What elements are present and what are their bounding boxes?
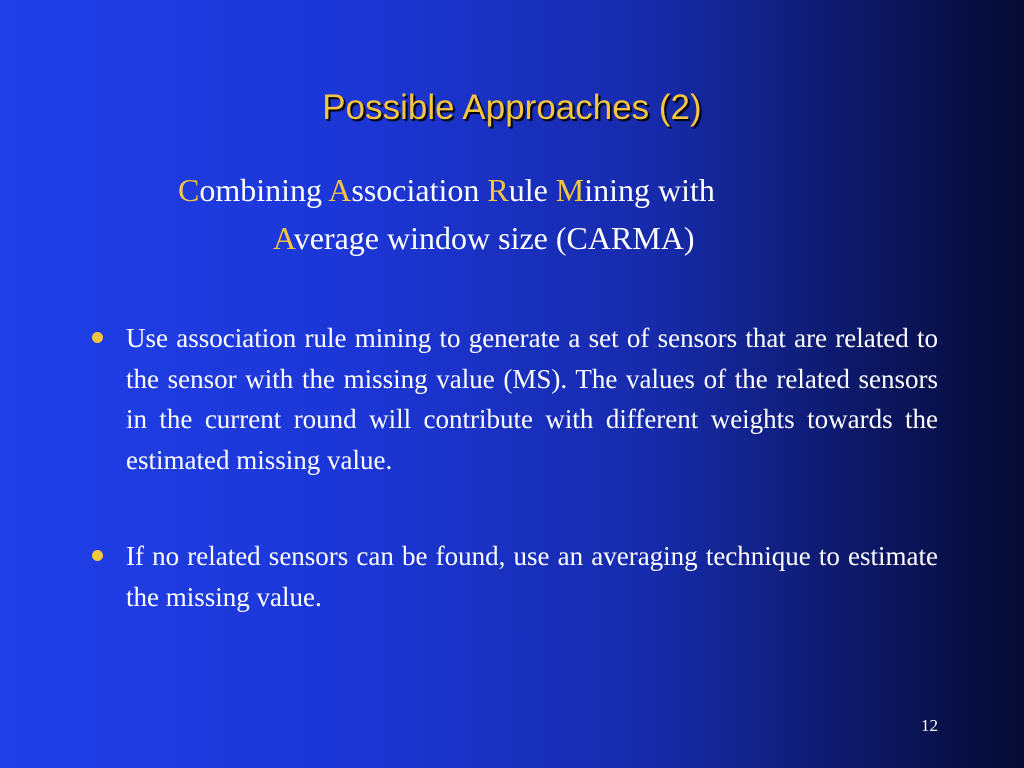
subtitle-text: ssociation bbox=[351, 172, 488, 208]
subtitle-text: ule bbox=[508, 172, 556, 208]
page-number: 12 bbox=[921, 716, 938, 735]
slide-title: Possible Approaches (2) bbox=[322, 88, 702, 127]
subtitle-initial-m: M bbox=[555, 172, 585, 208]
bullet-text: Use association rule mining to generate a set of sensors that are related to the sensor with the missing value (MS). The values of the related sensors in the current round will contribute with different weights towards the estimated missing value. bbox=[126, 323, 938, 475]
subtitle-initial-c: C bbox=[178, 172, 200, 208]
subtitle-initial-a: A bbox=[328, 172, 352, 208]
subtitle-initial-a: A bbox=[273, 220, 294, 256]
subtitle-initial-r: R bbox=[487, 172, 509, 208]
subtitle-text: verage window size (CARMA) bbox=[293, 220, 695, 256]
subtitle-line-1 bbox=[160, 166, 864, 214]
bullet-text: If no related sensors can be found, use an averaging technique to estimate the missing value. bbox=[126, 541, 938, 612]
bullet-item bbox=[86, 536, 938, 617]
subtitle-text: ombining bbox=[199, 172, 329, 208]
bullet-dot-icon bbox=[92, 550, 103, 561]
slide-subtitle bbox=[160, 166, 864, 262]
bullet-dot-icon bbox=[92, 332, 103, 343]
bullet-list bbox=[86, 318, 938, 673]
bullet-item bbox=[86, 318, 938, 480]
subtitle-text: ining with bbox=[584, 172, 715, 208]
subtitle-line-2 bbox=[160, 214, 864, 262]
